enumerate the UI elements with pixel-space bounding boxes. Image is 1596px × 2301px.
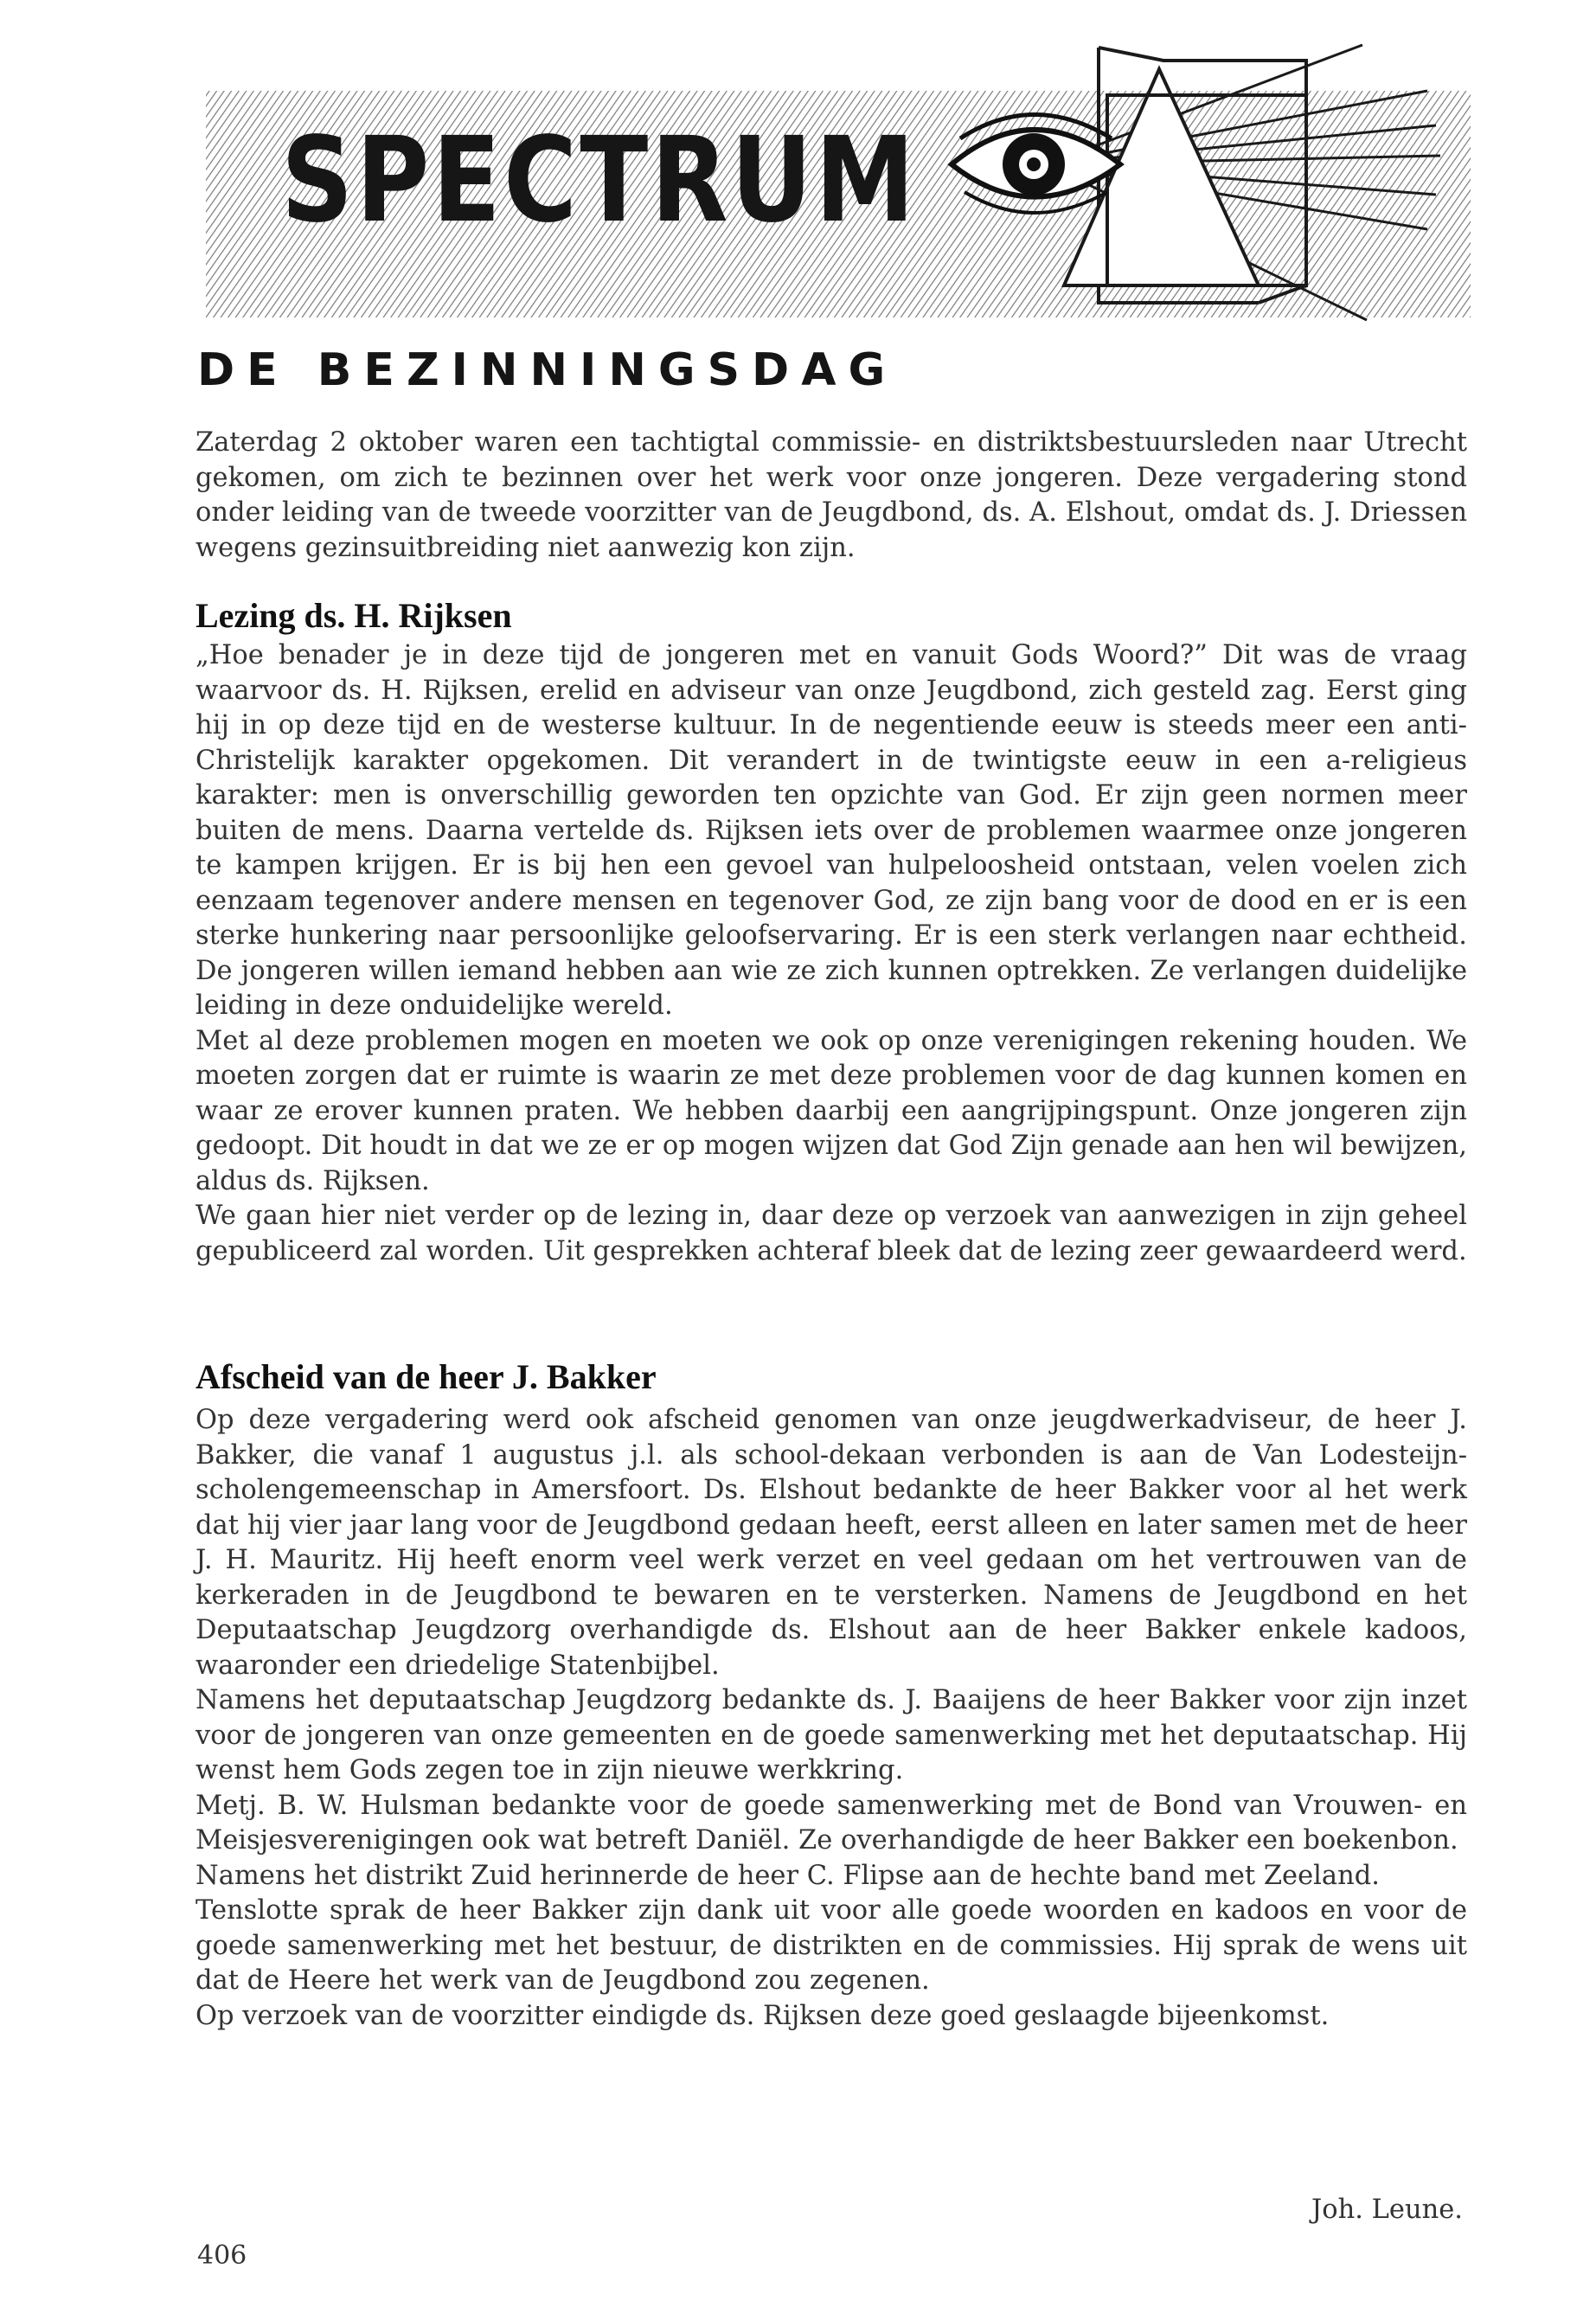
page-number: 406 xyxy=(197,2240,247,2271)
section-body-lezing xyxy=(195,638,1467,1269)
masthead-title: SPECTRUM xyxy=(281,112,918,249)
paragraph: Namens het deputaatschap Jeugdzorg bedankte ds. J. Baaijens de heer Bakker voor zijn inzet voor de jongeren van onze gemeenten en de goede samenwerking met het deputaatschap. Hij wenst hem Gods zegen toe in zijn nieuwe werkkring. xyxy=(195,1685,1467,1785)
article-title: DE BEZINNINGSDAG xyxy=(197,344,898,396)
section-heading-afscheid: Afscheid van de heer J. Bakker xyxy=(195,1357,657,1396)
intro-paragraph: Zaterdag 2 oktober waren een tachtigtal commissie- en distriktsbestuursleden naar Utrecht gekomen, om zich te bezinnen over het werk voor onze jongeren. Deze vergadering stond onder leiding van de tweede voorzitter van de Jeugdbond, ds. A. Elshout, omdat ds. J. Driessen wegens gezinsuitbreiding niet aanwezig kon zijn. xyxy=(195,427,1467,563)
paragraph: Met al deze problemen mogen en moeten we ook op onze verenigingen rekening houden. We moeten zorgen dat er ruimte is waarin ze met deze problemen voor de dag kunnen komen en waar ze erover kunnen praten. We hebben daarbij een aangrijpingspunt. Onze jongeren zijn gedoopt. Dit houdt in dat we ze er op mogen wijzen dat God Zijn genade aan hen wil bewijzen, aldus ds. Rijksen. xyxy=(195,1025,1467,1196)
eye-icon xyxy=(952,115,1120,214)
section-body-afscheid xyxy=(195,1403,1467,2034)
article-intro xyxy=(195,426,1467,566)
author-signature: Joh. Leune. xyxy=(1311,2195,1463,2225)
paragraph: Op verzoek van de voorzitter eindigde ds. Rijksen deze goed geslaagde bijeenkomst. xyxy=(195,2000,1330,2031)
masthead-banner xyxy=(190,43,1471,329)
paragraph: Metj. B. W. Hulsman bedankte voor de goede samenwerking met de Bond van Vrouwen- en Meisjesverenigingen ook wat betreft Daniël. Ze overhandigde de heer Bakker een boekenbon. xyxy=(195,1790,1467,1856)
paragraph: Namens het distrikt Zuid herinnerde de heer C. Flipse aan de hechte band met Zeeland. xyxy=(195,1860,1380,1891)
paragraph: We gaan hier niet verder op de lezing in, daar deze op verzoek van aanwezigen in zijn geheel gepubliceerd zal worden. Uit gesprekken achteraf bleek dat de lezing zeer gewaardeerd werd. xyxy=(195,1201,1467,1266)
paragraph: Tenslotte sprak de heer Bakker zijn dank uit voor alle goede woorden en kadoos en voor de goede samenwerking met het bestuur, de distrikten en de commissies. Hij sprak de wens uit dat de Heere het werk van de Jeugdbond zou zegenen. xyxy=(195,1895,1467,1996)
section-heading-lezing: Lezing ds. H. Rijksen xyxy=(195,596,512,635)
paragraph: „Hoe benader je in deze tijd de jongeren met en vanuit Gods Woord?” Dit was de vraag waarvoor ds. H. Rijksen, erelid en adviseur van onze Jeugdbond, zich gesteld zag. Eerst ging hij in op deze tijd en de westerse kultuur. In de negentiende eeuw is steeds meer een anti-Christelijk karakter opgekomen. Dit verandert in de twintigste eeuw in een a-religieus karakter: men is onverschillig geworden ten opzichte van God. Er zijn geen normen meer buiten de mens. Daarna vertelde ds. Rijksen iets over de problemen waarmee onze jongeren te kampen krijgen. Er is bij hen een gevoel van hulpeloosheid ontstaan, velen voelen zich eenzaam tegenover andere mensen en tegenover God, ze zijn bang voor de dood en er is een sterke hunkering naar persoonlijke geloofservaring. Er is een sterk verlangen naar echtheid. De jongeren willen iemand hebben aan wie ze zich kunnen optrekken. Ze verlangen duidelijke leiding in deze onduidelijke wereld. xyxy=(195,640,1467,1021)
paragraph: Op deze vergadering werd ook afscheid genomen van onze jeugdwerkadviseur, de heer J. Bakker, die vanaf 1 augustus j.l. als school-dekaan verbonden is aan de Van Lodesteijn-scholengemeenschap in Amersfoort. Ds. Elshout bedankte de heer Bakker voor al het werk dat hij vier jaar lang voor de Jeugdbond gedaan heeft, eerst alleen en later samen met de heer J. H. Mauritz. Hij heeft enorm veel werk verzet en veel gedaan om het vertrouwen van de kerkeraden in de Jeugdbond te bewaren en te versterken. Namens de Jeugdbond en het Deputaatschap Jeugdzorg overhandigde ds. Elshout aan de heer Bakker enkele kadoos, waaronder een driedelige Statenbijbel. xyxy=(195,1405,1467,1681)
